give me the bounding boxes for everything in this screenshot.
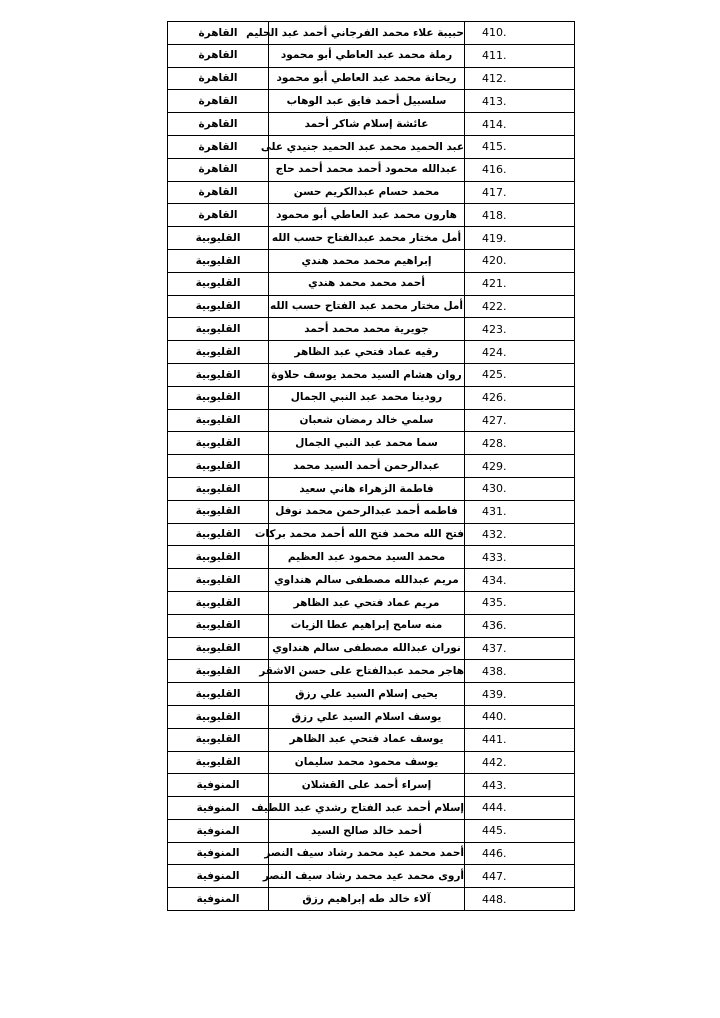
table-row <box>168 728 575 751</box>
student-name: مريم عماد فتحي عبد الظاهر <box>269 591 465 614</box>
row-number: 440. <box>465 705 575 728</box>
table-row <box>168 888 575 911</box>
table-row <box>168 865 575 888</box>
student-name: أحمد محمد عيد محمد رشاد سيف النصر <box>269 842 465 865</box>
governorate: المنوفية <box>168 842 269 865</box>
student-name: عبد الحميد محمد عبد الحميد جنيدي على <box>269 135 465 158</box>
row-number: 448. <box>465 888 575 911</box>
table-row <box>168 295 575 318</box>
governorate: القليوبية <box>168 455 269 478</box>
student-name: هارون محمد عبد العاطي أبو محمود <box>269 204 465 227</box>
governorate: القاهرة <box>168 113 269 136</box>
table-row <box>168 135 575 158</box>
governorate: القاهرة <box>168 22 269 45</box>
table-row <box>168 797 575 820</box>
governorate: القليوبية <box>168 683 269 706</box>
student-name: منه سامح إبراهيم عطا الزيات <box>269 614 465 637</box>
table-row <box>168 500 575 523</box>
names-table-body <box>168 22 575 911</box>
governorate: القليوبية <box>168 500 269 523</box>
governorate: القليوبية <box>168 614 269 637</box>
governorate: القليوبية <box>168 272 269 295</box>
student-name: هاجر محمد عبدالفتاح على حسن الاشقر <box>269 660 465 683</box>
table-row <box>168 272 575 295</box>
row-number: 439. <box>465 683 575 706</box>
row-number: 434. <box>465 569 575 592</box>
row-number: 425. <box>465 363 575 386</box>
student-name: رودينا محمد عبد النبي الجمال <box>269 386 465 409</box>
governorate: القليوبية <box>168 569 269 592</box>
row-number: 411. <box>465 44 575 67</box>
row-number: 432. <box>465 523 575 546</box>
student-name: يوسف محمود محمد سليمان <box>269 751 465 774</box>
table-row <box>168 341 575 364</box>
student-name: سلسبيل أحمد فايق عبد الوهاب <box>269 90 465 113</box>
table-row <box>168 477 575 500</box>
row-number: 422. <box>465 295 575 318</box>
governorate: القاهرة <box>168 90 269 113</box>
governorate: القليوبية <box>168 705 269 728</box>
governorate: القليوبية <box>168 591 269 614</box>
student-name: سلمي خالد رمضان شعبان <box>269 409 465 432</box>
table-row <box>168 842 575 865</box>
student-name: محمد حسام عبدالكريم حسن <box>269 181 465 204</box>
student-name: حبيبة علاء محمد الفرجاني أحمد عبد الحليم <box>269 22 465 45</box>
names-table <box>167 21 575 911</box>
table-row <box>168 523 575 546</box>
governorate: القليوبية <box>168 523 269 546</box>
governorate: القليوبية <box>168 249 269 272</box>
governorate: المنوفية <box>168 865 269 888</box>
student-name: أحمد خالد صالح السيد <box>269 819 465 842</box>
governorate: القليوبية <box>168 386 269 409</box>
row-number: 433. <box>465 546 575 569</box>
row-number: 417. <box>465 181 575 204</box>
table-row <box>168 546 575 569</box>
table-row <box>168 614 575 637</box>
student-name: جويرية محمد محمد أحمد <box>269 318 465 341</box>
row-number: 415. <box>465 135 575 158</box>
table-row <box>168 44 575 67</box>
student-name: يحيى إسلام السيد علي رزق <box>269 683 465 706</box>
governorate: القليوبية <box>168 751 269 774</box>
governorate: القاهرة <box>168 158 269 181</box>
governorate: المنوفية <box>168 888 269 911</box>
table-row <box>168 204 575 227</box>
table-row <box>168 591 575 614</box>
student-name: أمل مختار محمد عبدالفتاح حسب الله <box>269 227 465 250</box>
row-number: 416. <box>465 158 575 181</box>
row-number: 420. <box>465 249 575 272</box>
table-row <box>168 363 575 386</box>
governorate: القاهرة <box>168 67 269 90</box>
row-number: 435. <box>465 591 575 614</box>
table-row <box>168 455 575 478</box>
student-name: مريم عبدالله مصطفى سالم هنداوي <box>269 569 465 592</box>
table-row <box>168 90 575 113</box>
student-name: يوسف عماد فتحي عبد الظاهر <box>269 728 465 751</box>
student-name: آلاء خالد طه إبراهيم رزق <box>269 888 465 911</box>
student-name: يوسف اسلام السيد علي رزق <box>269 705 465 728</box>
table-row <box>168 227 575 250</box>
table-row <box>168 751 575 774</box>
row-number: 447. <box>465 865 575 888</box>
student-name: رملة محمد عبد العاطي أبو محمود <box>269 44 465 67</box>
row-number: 445. <box>465 819 575 842</box>
row-number: 413. <box>465 90 575 113</box>
governorate: القليوبية <box>168 477 269 500</box>
student-name: أروى محمد عيد محمد رشاد سيف النصر <box>269 865 465 888</box>
row-number: 437. <box>465 637 575 660</box>
row-number: 412. <box>465 67 575 90</box>
table-row <box>168 569 575 592</box>
row-number: 429. <box>465 455 575 478</box>
student-name: سما محمد عبد النبي الجمال <box>269 432 465 455</box>
student-name: فاطمه أحمد عبدالرحمن محمد نوفل <box>269 500 465 523</box>
governorate: القليوبية <box>168 637 269 660</box>
row-number: 423. <box>465 318 575 341</box>
row-number: 419. <box>465 227 575 250</box>
student-name: محمد السيد محمود عبد العظيم <box>269 546 465 569</box>
table-row <box>168 705 575 728</box>
student-name: فتح الله محمد فتح الله أحمد محمد بركات <box>269 523 465 546</box>
row-number: 430. <box>465 477 575 500</box>
table-row <box>168 409 575 432</box>
table-row <box>168 158 575 181</box>
row-number: 428. <box>465 432 575 455</box>
table-row <box>168 386 575 409</box>
governorate: المنوفية <box>168 774 269 797</box>
row-number: 421. <box>465 272 575 295</box>
row-number: 431. <box>465 500 575 523</box>
table-row <box>168 819 575 842</box>
governorate: القليوبية <box>168 546 269 569</box>
row-number: 418. <box>465 204 575 227</box>
row-number: 441. <box>465 728 575 751</box>
row-number: 414. <box>465 113 575 136</box>
student-name: رقيه عماد فتحي عبد الظاهر <box>269 341 465 364</box>
governorate: المنوفية <box>168 797 269 820</box>
student-name: أمل مختار محمد عبد الفتاح حسب الله <box>269 295 465 318</box>
governorate: القاهرة <box>168 135 269 158</box>
row-number: 426. <box>465 386 575 409</box>
governorate: القاهرة <box>168 181 269 204</box>
row-number: 424. <box>465 341 575 364</box>
row-number: 442. <box>465 751 575 774</box>
governorate: القليوبية <box>168 660 269 683</box>
student-name: عبدالله محمود أحمد محمد أحمد حاج <box>269 158 465 181</box>
student-name: عبدالرحمن أحمد السيد محمد <box>269 455 465 478</box>
student-name: أحمد محمد محمد هندي <box>269 272 465 295</box>
governorate: القاهرة <box>168 44 269 67</box>
table-row <box>168 22 575 45</box>
governorate: القليوبية <box>168 728 269 751</box>
table-row <box>168 432 575 455</box>
governorate: القليوبية <box>168 432 269 455</box>
table-row <box>168 249 575 272</box>
table-row <box>168 774 575 797</box>
student-name: إسلام أحمد عبد الفتاح رشدي عبد اللطيف <box>269 797 465 820</box>
row-number: 444. <box>465 797 575 820</box>
row-number: 438. <box>465 660 575 683</box>
row-number: 443. <box>465 774 575 797</box>
table-row <box>168 660 575 683</box>
governorate: القليوبية <box>168 227 269 250</box>
governorate: القاهرة <box>168 204 269 227</box>
governorate: القليوبية <box>168 295 269 318</box>
student-name: ريحانة محمد عبد العاطي أبو محمود <box>269 67 465 90</box>
governorate: القليوبية <box>168 409 269 432</box>
table-row <box>168 637 575 660</box>
row-number: 436. <box>465 614 575 637</box>
table-row <box>168 67 575 90</box>
student-name: فاطمة الزهراء هاني سعيد <box>269 477 465 500</box>
row-number: 446. <box>465 842 575 865</box>
governorate: القليوبية <box>168 318 269 341</box>
table-row <box>168 181 575 204</box>
student-name: إبراهيم محمد محمد هندي <box>269 249 465 272</box>
table-row <box>168 113 575 136</box>
table-row <box>168 318 575 341</box>
governorate: القليوبية <box>168 363 269 386</box>
governorate: المنوفية <box>168 819 269 842</box>
student-name: روان هشام السيد محمد يوسف حلاوة <box>269 363 465 386</box>
table-row <box>168 683 575 706</box>
student-name: إسراء أحمد على القشلان <box>269 774 465 797</box>
row-number: 410. <box>465 22 575 45</box>
row-number: 427. <box>465 409 575 432</box>
governorate: القليوبية <box>168 341 269 364</box>
student-name: نوران عبدالله مصطفى سالم هنداوي <box>269 637 465 660</box>
student-name: عائشة إسلام شاكر أحمد <box>269 113 465 136</box>
